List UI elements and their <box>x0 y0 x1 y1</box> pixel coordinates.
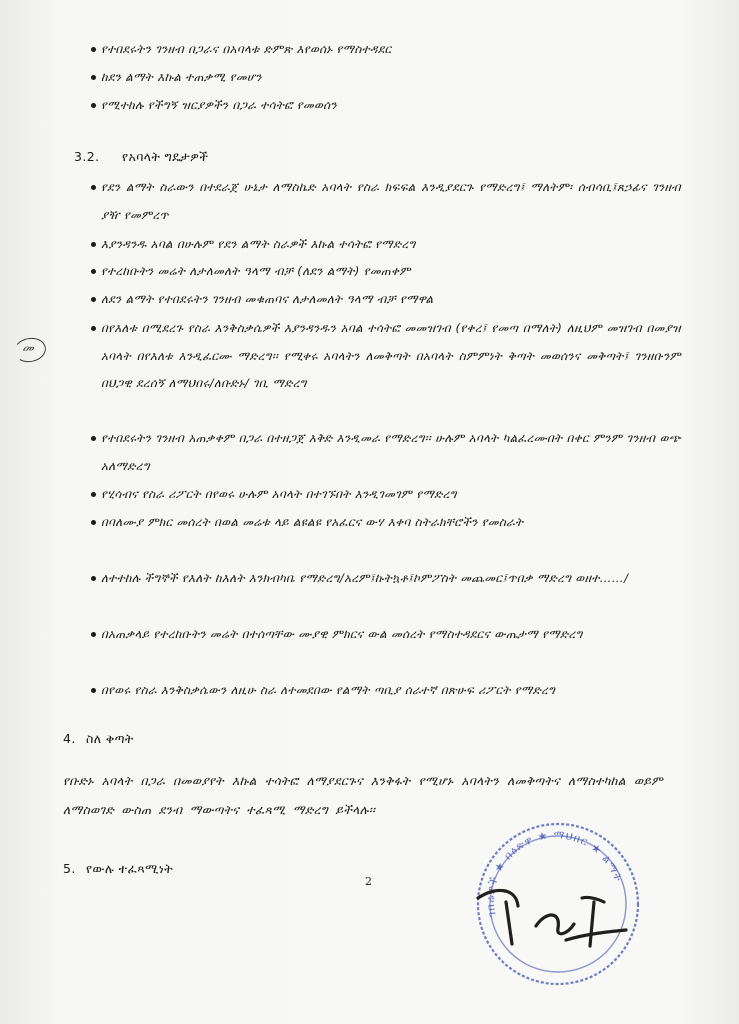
list-item: የተበደሩትን ገንዘብ በጋራና በአባላቱ ድምጽ እየወሰኑ የማስተዳደር <box>101 36 681 63</box>
list-item: በየወሩ የስራ እንቅስቃሴውን ለዚሁ ስራ ለተመደበው የልማት ጣቢያ ሰራተኛ በጽሁፍ ሪፖርት የማድረግ <box>101 677 681 705</box>
list-item: የተበደሩትን ገንዘብ አጠቃቀም በጋራ በተዘጋጀ እቅድ እንዲመራ የማድረግ፡፡ ሁሉም አባላት ካልፈረሙበት በቀር ምንም ገንዘብ ወጭ አለማድረግ <box>101 425 681 480</box>
list-item: የሚተከሉ የችግኝ ዝርያዎችን በጋራ ተሳትፎ የመወሰን <box>101 92 681 119</box>
list-item: በየእለቱ በሚደረጉ የስራ እንቅስቃሴዎች እያንዳንዱን አባል ተሳትፎ መመዝገብ (የቀረ፤ የመጣ በማለት) ለዚህም መዝገብ በመያዝ አባላት በየእለቱ እንዲፈርሙ ማድረግ፡፡ የሚቀሩ አባላትን ለመቅጣት በአባላት ስምምነት ቅጣት መወሰንና መቅጣት፤ ገንዘቡንም በህጋዊ ደረሰኝ ለማህበሩ/ለቡድኑ/ ገቢ ማድረግ <box>101 315 681 398</box>
list-item: ለተተከሉ ችግኞች የእለት ከእለት እንክብካቤ የማድረግ/አረም፤ኩትኳቶ፤ኮምፖስት መጨመር፤ጥበቃ ማድረግ ወዘተ……/ <box>101 565 681 593</box>
section-4-number: 4. <box>63 731 76 746</box>
list-item: በባለሙያ ምክር መሰረት በወል መሬቱ ላይ ልዩልዩ የአፈርና ውሃ እቀባ ስትራክቸሮችን የመስራት <box>101 509 681 537</box>
stamp-text: ገበሬዎች ★ በዕጽዋ ★ ማህበር ★ ልማት <box>483 828 625 919</box>
margin-handwritten-mark: መ <box>22 341 34 356</box>
list-item: እያንዳንዱ አባል በሁሉም የደን ልማት ስራዎች እኩል ተሳትፎ የማድረግ <box>101 231 681 258</box>
list-item: የደን ልማት ስራውን በተደራጀ ሁኔታ ለማስኬድ አባላት የስራ ክፍፍል እንዲያደርጉ የማድረግ፤ ማለትም፡ ሰብሳቢ፤ጸኃፊና ገንዘብ ያዥ የመምረጥ <box>101 174 681 229</box>
signature <box>478 890 626 946</box>
list-item: ከደን ልማት እኩል ተጠቃሚ የመሆን <box>101 64 681 91</box>
official-stamp <box>466 816 646 986</box>
section-4-title: ስለ ቅጣት <box>86 731 134 746</box>
page-number: 2 <box>365 875 372 888</box>
list-item: የሂሳብና የስራ ሪፖርት በየወሩ ሁሉም አባላት በተገኙበት እንዲገመገም የማድረግ <box>101 481 681 508</box>
section-3-2-title: የአባላት ግዴታዎች <box>122 149 209 164</box>
section-5-number: 5. <box>63 861 76 876</box>
section-5-title: የውሉ ተፈጻሚነት <box>86 861 174 876</box>
list-item: በአጠቃላይ የተረከቡትን መሬት በተሰጣቸው ሙያዊ ምክርና ውል መሰረት የማስተዳደርና ውጤታማ የማድረግ <box>101 621 681 649</box>
section-3-2-number: 3.2. <box>74 149 100 164</box>
section-4-body: የቡድኑ አባላት በጋራ በመወያየት እኩል ተሳትፎ ለማያደርጉና እንቅፋት የሚሆኑ አባላትን ለመቅጣትና ለማስተካከል ወይም ለማስወገድ ውስጠ ደንብ ማውጣትና ተፈጻሚ ማድረግ ይችላሉ፡፡ <box>63 774 663 817</box>
list-item: ለደን ልማት የተበደሩትን ገንዘብ መቁጠባና ለታለመለት ዓላማ ብቻ የማዋል <box>101 286 681 313</box>
list-item: የተረከቡትን መሬት ለታለመለት ዓላማ ብቻ (ለደን ልማት) የመጠቀም <box>101 258 681 285</box>
